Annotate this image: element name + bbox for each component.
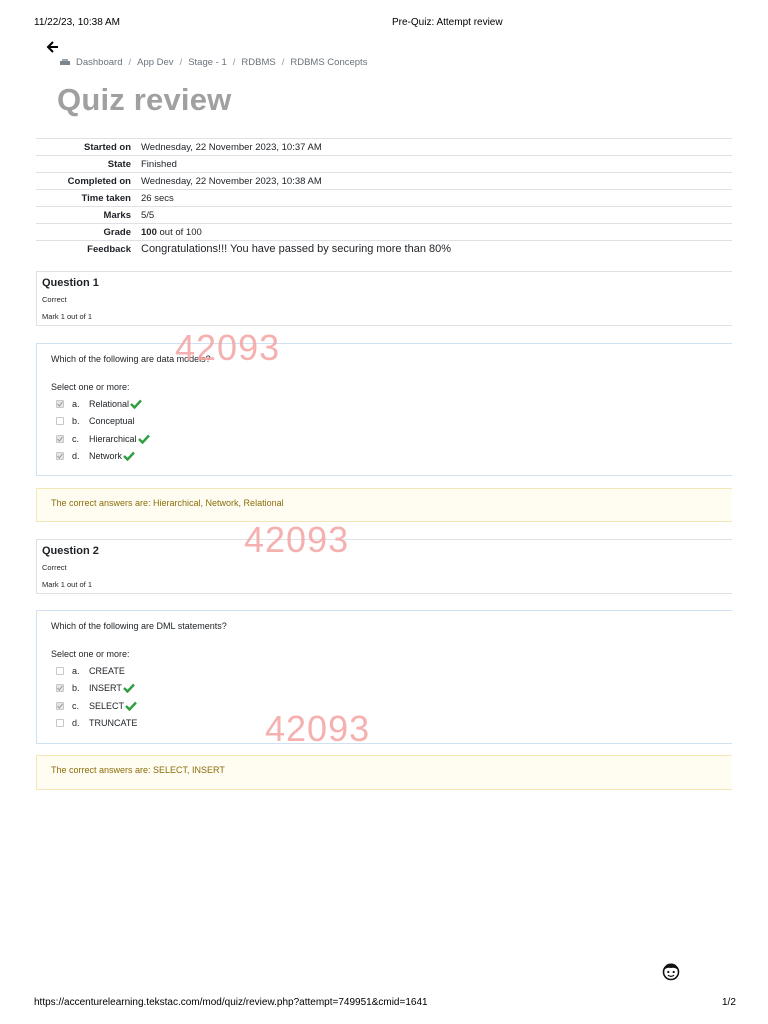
summary-row-marks [36,207,732,224]
option-checkbox[interactable] [56,719,64,727]
summary-label: Marks [103,209,131,221]
question-number: Question 2 [42,545,99,557]
watermark: 42093 [265,708,371,749]
question-number: Question 1 [42,277,99,289]
question-2-correct-answer: The correct answers are: SELECT, INSERT [36,755,732,790]
summary-label: Completed on [67,175,131,187]
summary-row-grade [36,224,732,241]
back-arrow-icon[interactable] [46,40,60,54]
question-2-content [36,610,732,744]
option-d [56,448,718,466]
summary-value: 5/5 [141,209,155,221]
summary-row-state [36,156,732,173]
option-b [56,413,718,431]
watermark: 42093 [175,327,281,368]
question-mark: Mark 1 out of 1 [42,312,93,321]
breadcrumb-item-app-dev[interactable]: App Dev [137,57,174,68]
checkmark-icon [123,683,135,693]
breadcrumb-item-dashboard[interactable]: Dashboard [76,57,123,68]
breadcrumb-separator: / [179,57,183,68]
summary-label: Feedback [87,243,131,255]
summary-value: 26 secs [141,192,174,204]
option-checkbox[interactable] [56,684,64,692]
option-letter: c. [72,700,80,711]
print-page-title: Pre-Quiz: Attempt review [392,17,503,28]
answer-prompt: Select one or more: [51,649,130,659]
option-c [56,430,718,448]
checkmark-icon [125,701,137,711]
question-mark: Mark 1 out of 1 [42,580,93,589]
breadcrumb-separator: / [281,57,285,68]
option-checkbox[interactable] [56,452,64,460]
question-status: Correct [42,563,67,572]
question-text: Which of the following are DML statements? [51,621,227,631]
option-label: Conceptual [89,416,135,427]
option-letter: b. [72,683,80,694]
option-letter: b. [72,416,80,427]
option-label: INSERT [89,683,122,694]
page-title: Quiz review [57,82,232,117]
question-1-correct-answer: The correct answers are: Hierarchical, Network, Relational [36,488,732,522]
breadcrumb [60,57,367,68]
summary-row-completed-on [36,173,732,190]
summary-row-feedback [36,241,732,258]
option-letter: a. [72,398,80,409]
print-datetime: 11/22/23, 10:38 AM [34,17,120,28]
option-list [51,662,718,732]
dashboard-icon [60,59,70,66]
summary-value: Congratulations!!! You have passed by securing more than 80% [141,243,452,255]
grade-value: 100 [141,226,157,238]
option-label: TRUNCATE [89,718,138,729]
watermark: 42093 [244,519,350,560]
breadcrumb-separator: / [232,57,236,68]
breadcrumb-item-rdbms[interactable]: RDBMS [241,57,276,68]
option-label: CREATE [89,665,125,676]
option-checkbox[interactable] [56,702,64,710]
checkmark-icon [123,451,135,461]
option-checkbox[interactable] [56,667,64,675]
option-c [56,697,718,715]
option-label: Network [89,451,123,462]
breadcrumb-item-stage[interactable]: Stage - 1 [188,57,227,68]
summary-row-time-taken [36,190,732,207]
answer-prompt: Select one or more: [51,382,130,392]
option-letter: a. [72,665,80,676]
option-a [56,662,718,680]
summary-value [139,224,732,241]
option-checkbox[interactable] [56,400,64,408]
option-d [56,715,718,733]
summary-value: Wednesday, 22 November 2023, 10:38 AM [141,175,322,187]
option-label: SELECT [89,700,125,711]
option-checkbox[interactable] [56,435,64,443]
print-page-number: 1/2 [722,997,736,1008]
question-text: Which of the following are data models? [51,354,211,364]
summary-row-started-on [36,139,732,156]
attempt-summary-table [36,138,732,257]
summary-label: Grade [103,226,131,238]
option-label: Relational [89,398,130,409]
option-list [51,395,718,465]
checkmark-icon [138,434,150,444]
option-checkbox[interactable] [56,417,64,425]
question-1-info [36,271,732,326]
option-label: Hierarchical [89,433,137,444]
breadcrumb-item-rdbms-concepts[interactable]: RDBMS Concepts [290,57,368,68]
print-url: https://accenturelearning.tekstac.com/mod/quiz/review.php?attempt=749951&cmid=1641 [34,997,428,1008]
grade-suffix: out of 100 [156,226,202,238]
summary-label: State [107,158,131,170]
face-icon[interactable] [661,961,681,981]
question-status: Correct [42,295,67,304]
option-a [56,395,718,413]
option-b [56,680,718,698]
option-letter: d. [72,718,80,729]
question-1-content [36,343,732,476]
summary-value: Wednesday, 22 November 2023, 10:37 AM [141,141,322,153]
checkmark-icon [130,399,142,409]
summary-label: Started on [84,141,131,153]
option-letter: d. [72,451,80,462]
summary-label: Time taken [81,192,131,204]
question-2-info [36,539,732,594]
breadcrumb-separator: / [128,57,132,68]
option-letter: c. [72,433,80,444]
summary-value: Finished [141,158,177,170]
